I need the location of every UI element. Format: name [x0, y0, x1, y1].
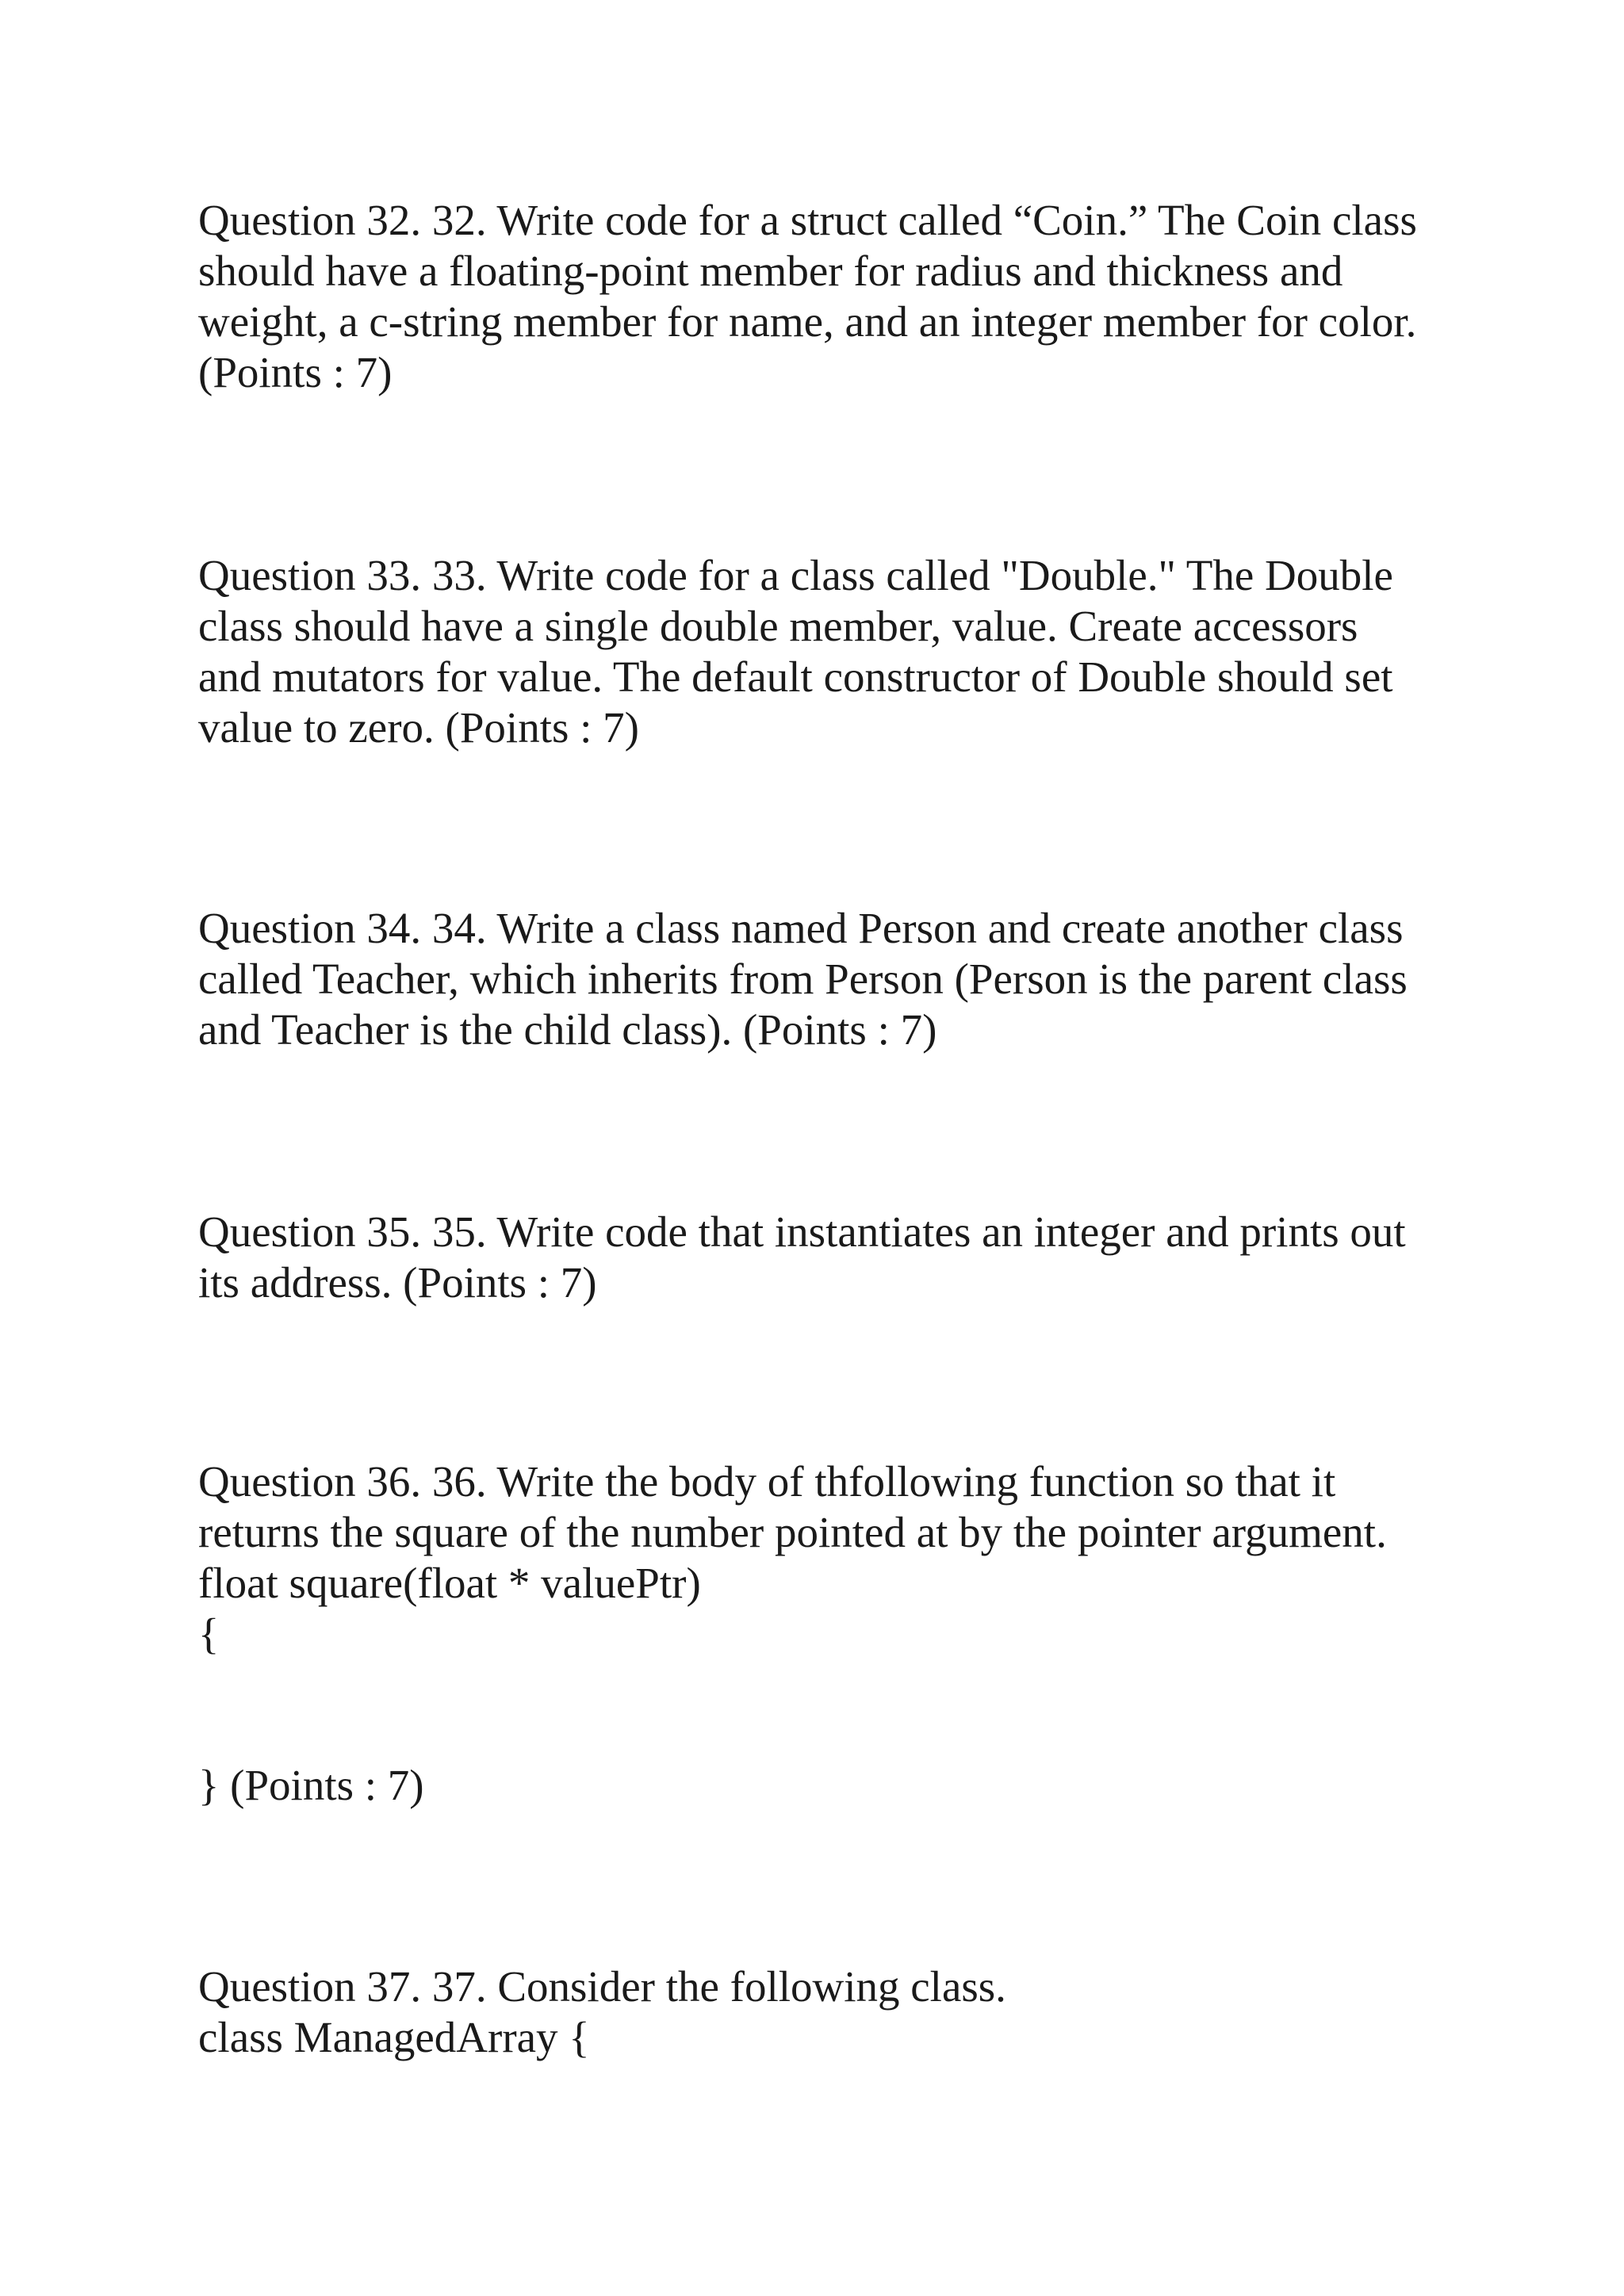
question-32	[198, 195, 1435, 398]
question-37	[198, 1961, 1435, 2063]
question-text-line: should have a floating-point member for radius and thickness and	[198, 247, 1343, 295]
question-text-line: Question 34. 34. Write a class named Person and create another class	[198, 904, 1404, 952]
question-35	[198, 1207, 1435, 1308]
question-text-line: and Teacher is the child class). (Points : 7)	[198, 1005, 937, 1054]
question-text-line: Question 36. 36. Write the body of thfollowing function so that it	[198, 1457, 1336, 1506]
code-open-brace: {	[198, 1609, 220, 1658]
question-text-line: weight, a c-string member for name, and an integer member for color.	[198, 297, 1417, 346]
question-text-line: called Teacher, which inherits from Person (Person is the parent class	[198, 955, 1408, 1003]
question-33	[198, 550, 1435, 753]
code-class-line: class ManagedArray {	[198, 2013, 590, 2061]
code-signature-line: float square(float * valuePtr)	[198, 1559, 701, 1607]
question-points: (Points : 7)	[198, 348, 393, 396]
question-36	[198, 1456, 1435, 1659]
question-text-line: value to zero. (Points : 7)	[198, 703, 639, 752]
question-text-line: Question 37. 37. Consider the following class.	[198, 1962, 1006, 2011]
question-34	[198, 903, 1435, 1055]
question-text-line: Question 33. 33. Write code for a class called "Double." The Double	[198, 551, 1393, 599]
question-text-line: Question 35. 35. Write code that instantiates an integer and prints out	[198, 1207, 1406, 1256]
question-text-line: returns the square of the number pointed at by the pointer argument.	[198, 1508, 1387, 1556]
question-text-line: its address. (Points : 7)	[198, 1258, 597, 1307]
code-close-brace-points: } (Points : 7)	[198, 1761, 424, 1809]
question-text-line: Question 32. 32. Write code for a struct called “Coin.” The Coin class	[198, 196, 1417, 244]
question-text-line: and mutators for value. The default constructor of Double should set	[198, 652, 1393, 701]
question-text-line: class should have a single double member, value. Create accessors	[198, 602, 1358, 650]
question-36-closing	[198, 1760, 1435, 1811]
